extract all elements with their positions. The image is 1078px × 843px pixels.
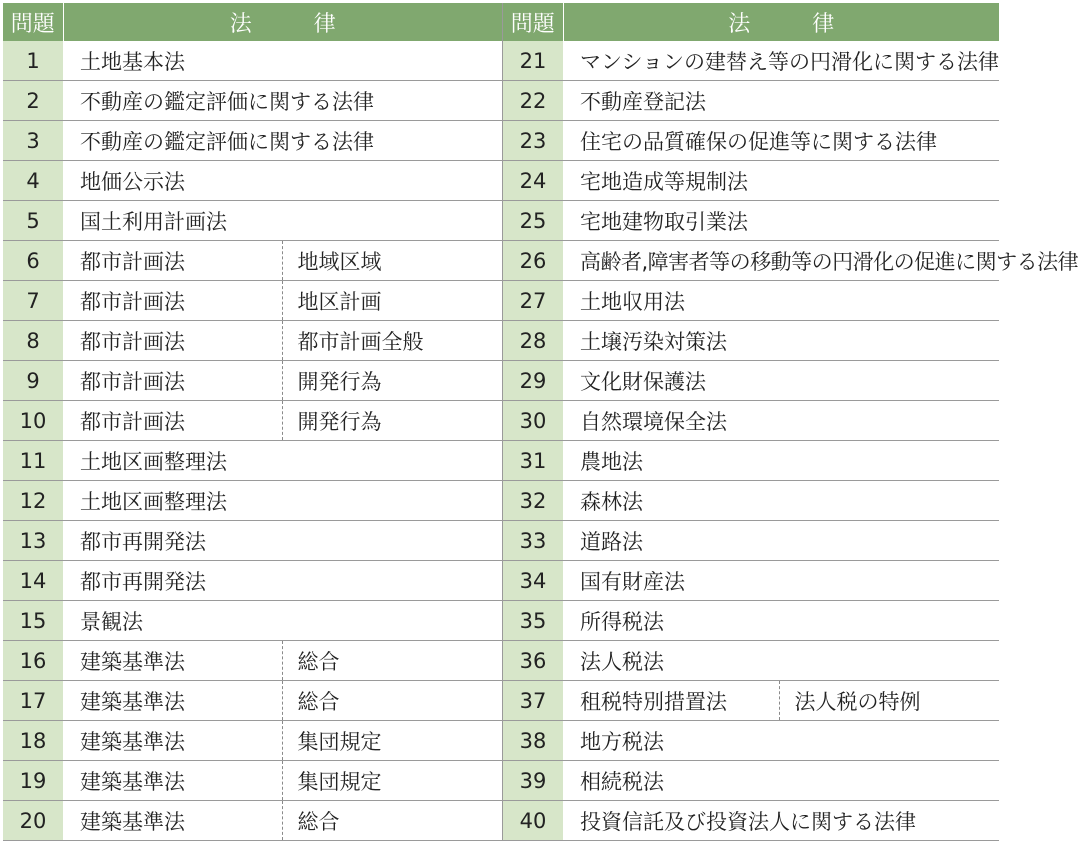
law-topic: 開発行為 <box>282 361 502 401</box>
law-topic: 都市計画全般 <box>282 321 502 361</box>
table-row <box>3 201 502 241</box>
table-row <box>503 641 999 681</box>
question-number: 19 <box>3 761 63 801</box>
table-row <box>503 481 999 521</box>
question-number: 12 <box>3 481 63 521</box>
question-number: 23 <box>503 121 563 161</box>
question-number: 33 <box>503 521 563 561</box>
law-name: 建築基準法 <box>63 801 282 841</box>
header-num: 問題 <box>3 3 63 41</box>
table-row <box>3 361 502 401</box>
law-topic: 法人税の特例 <box>779 681 999 721</box>
table-row <box>3 321 502 361</box>
law-name: 文化財保護法 <box>563 361 999 401</box>
law-name: 相続税法 <box>563 761 999 801</box>
law-name: 森林法 <box>563 481 999 521</box>
law-name: 農地法 <box>563 441 999 481</box>
question-number: 4 <box>3 161 63 201</box>
law-name: 土壌汚染対策法 <box>563 321 999 361</box>
law-name: 建築基準法 <box>63 761 282 801</box>
table-row <box>503 81 999 121</box>
law-name: 建築基準法 <box>63 641 282 681</box>
law-name: 宅地建物取引業法 <box>563 201 999 241</box>
table-row <box>3 161 502 201</box>
question-number: 10 <box>3 401 63 441</box>
law-name: 投資信託及び投資法人に関する法律 <box>563 801 999 841</box>
question-number: 26 <box>503 241 563 281</box>
law-name: 国土利用計画法 <box>63 201 502 241</box>
question-number: 25 <box>503 201 563 241</box>
header-law: 法 律 <box>63 3 502 41</box>
table-row <box>503 201 999 241</box>
law-topic: 集団規定 <box>282 721 502 761</box>
law-name: 都市再開発法 <box>63 561 502 601</box>
law-topic: 総合 <box>282 801 502 841</box>
table-row <box>503 281 999 321</box>
law-name: 不動産登記法 <box>563 81 999 121</box>
question-number: 18 <box>3 721 63 761</box>
table-row <box>3 401 502 441</box>
law-name: 土地区画整理法 <box>63 481 502 521</box>
law-name: 都市計画法 <box>63 361 282 401</box>
law-name: 高齢者,障害者等の移動等の円滑化の促進に関する法律 <box>563 241 999 281</box>
law-name: 自然環境保全法 <box>563 401 999 441</box>
law-topic: 開発行為 <box>282 401 502 441</box>
table-row <box>503 721 999 761</box>
law-name: 建築基準法 <box>63 721 282 761</box>
question-number: 31 <box>503 441 563 481</box>
table-row <box>503 401 999 441</box>
table-row <box>503 321 999 361</box>
header-num: 問題 <box>503 3 563 41</box>
question-number: 16 <box>3 641 63 681</box>
table-row <box>3 281 502 321</box>
question-number: 9 <box>3 361 63 401</box>
law-topic: 地区計画 <box>282 281 502 321</box>
table-row <box>3 721 502 761</box>
question-number: 3 <box>3 121 63 161</box>
law-name: 国有財産法 <box>563 561 999 601</box>
question-number: 35 <box>503 601 563 641</box>
table-row <box>503 761 999 801</box>
table-row <box>3 41 502 81</box>
question-number: 36 <box>503 641 563 681</box>
law-table-right <box>503 3 1078 841</box>
table-row <box>3 561 502 601</box>
question-number: 17 <box>3 681 63 721</box>
question-number: 27 <box>503 281 563 321</box>
header-law: 法 律 <box>563 3 999 41</box>
table-row <box>503 361 999 401</box>
question-number: 22 <box>503 81 563 121</box>
question-number: 8 <box>3 321 63 361</box>
table-row <box>3 641 502 681</box>
law-name: 都市計画法 <box>63 281 282 321</box>
law-table-left <box>3 3 502 841</box>
question-number: 29 <box>503 361 563 401</box>
question-number: 20 <box>3 801 63 841</box>
law-name: マンションの建替え等の円滑化に関する法律 <box>563 41 999 81</box>
law-name: 都市再開発法 <box>63 521 502 561</box>
law-name: 租税特別措置法 <box>563 681 779 721</box>
law-name: 不動産の鑑定評価に関する法律 <box>63 81 502 121</box>
question-number: 38 <box>503 721 563 761</box>
table-row <box>3 81 502 121</box>
question-number: 37 <box>503 681 563 721</box>
question-number: 13 <box>3 521 63 561</box>
law-name: 都市計画法 <box>63 241 282 281</box>
law-name: 都市計画法 <box>63 321 282 361</box>
table-row <box>503 601 999 641</box>
law-name: 不動産の鑑定評価に関する法律 <box>63 121 502 161</box>
table-row <box>503 161 999 201</box>
question-number: 14 <box>3 561 63 601</box>
law-name: 法人税法 <box>563 641 999 681</box>
question-number: 39 <box>503 761 563 801</box>
question-number: 15 <box>3 601 63 641</box>
question-number: 1 <box>3 41 63 81</box>
table-row <box>503 521 999 561</box>
question-number: 11 <box>3 441 63 481</box>
law-name: 地方税法 <box>563 721 999 761</box>
table-row <box>3 601 502 641</box>
table-row <box>3 521 502 561</box>
header-row-left <box>3 3 502 41</box>
law-topic: 集団規定 <box>282 761 502 801</box>
table-row <box>3 121 502 161</box>
table-row <box>503 241 999 281</box>
law-name: 土地基本法 <box>63 41 502 81</box>
law-name: 土地収用法 <box>563 281 999 321</box>
law-topic: 総合 <box>282 641 502 681</box>
header-row-right <box>503 3 999 41</box>
law-name: 宅地造成等規制法 <box>563 161 999 201</box>
table-row <box>3 441 502 481</box>
question-number: 40 <box>503 801 563 841</box>
question-number: 5 <box>3 201 63 241</box>
law-name: 住宅の品質確保の促進等に関する法律 <box>563 121 999 161</box>
table-row <box>3 761 502 801</box>
question-number: 21 <box>503 41 563 81</box>
table-row <box>503 41 999 81</box>
question-number: 34 <box>503 561 563 601</box>
table-row <box>3 481 502 521</box>
table-row <box>503 561 999 601</box>
question-number: 2 <box>3 81 63 121</box>
law-name: 都市計画法 <box>63 401 282 441</box>
question-number: 30 <box>503 401 563 441</box>
question-number: 7 <box>3 281 63 321</box>
law-name: 道路法 <box>563 521 999 561</box>
law-topic: 総合 <box>282 681 502 721</box>
table-row <box>3 801 502 841</box>
question-number: 32 <box>503 481 563 521</box>
table-row <box>503 681 999 721</box>
law-name: 所得税法 <box>563 601 999 641</box>
table-row <box>503 801 999 841</box>
question-number: 28 <box>503 321 563 361</box>
law-name: 地価公示法 <box>63 161 502 201</box>
table-row <box>3 681 502 721</box>
law-name: 土地区画整理法 <box>63 441 502 481</box>
table-row <box>503 121 999 161</box>
question-number: 24 <box>503 161 563 201</box>
table-row <box>3 241 502 281</box>
table-row <box>503 441 999 481</box>
law-topic: 地域区域 <box>282 241 502 281</box>
law-name: 建築基準法 <box>63 681 282 721</box>
law-name: 景観法 <box>63 601 502 641</box>
question-number: 6 <box>3 241 63 281</box>
